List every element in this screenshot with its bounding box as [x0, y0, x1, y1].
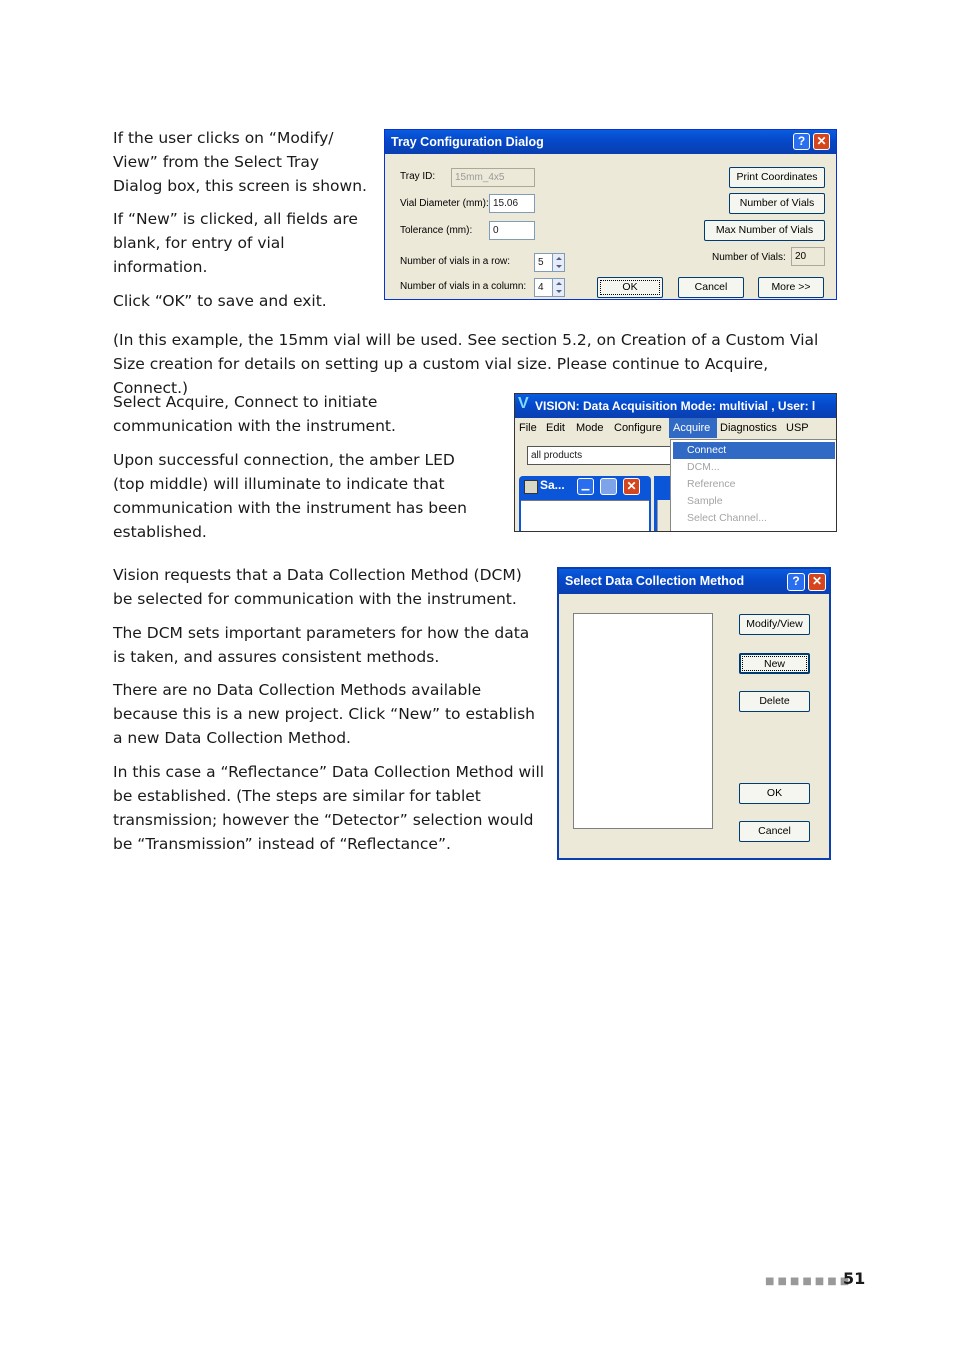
menu-item-connect[interactable]: Connect	[673, 442, 835, 459]
note-paragraph: (In this example, the 15mm vial will be used. See section 5.2, on Creation of a Custom Vial Size creation for details on setting up a custom vial size. Please continue to Acquire, Connect.)	[113, 331, 819, 397]
menu-item-dcm[interactable]: DCM...	[687, 461, 720, 473]
toolbar-area	[515, 439, 670, 532]
modify-view-button[interactable]: Modify/View	[739, 614, 810, 635]
paragraph: Vision requests that a Data Collection Method (DCM) be selected for communication with the instrument.	[113, 566, 522, 608]
menu-configure[interactable]: Configure	[614, 422, 662, 434]
vial-diameter-field[interactable]: 15.06	[489, 194, 535, 213]
maximize-icon[interactable]	[600, 478, 617, 495]
help-icon[interactable]: ?	[793, 133, 810, 150]
max-number-of-vials-button[interactable]: Max Number of Vials	[704, 220, 825, 241]
menu-diagnostics[interactable]: Diagnostics	[720, 422, 777, 434]
paragraph: Click “OK” to save and exit.	[113, 292, 327, 310]
paragraph: If the user clicks on “Modify/ View” from the Select Tray Dialog box, this screen is shown.	[113, 129, 367, 195]
vials-col-spinner[interactable]	[553, 278, 565, 297]
vials-col-label: Number of vials in a column:	[400, 281, 527, 292]
number-of-vials-field: 20	[791, 247, 825, 266]
more-button[interactable]: More >>	[758, 277, 824, 298]
menu-bar	[515, 418, 836, 439]
second-subwindow	[654, 476, 670, 532]
vial-diameter-label: Vial Diameter (mm):	[400, 198, 489, 209]
help-icon[interactable]: ?	[787, 573, 805, 591]
paragraph: Upon successful connection, the amber LED (top middle) will illuminate to indicate that communication with the instrument has been established.	[113, 451, 467, 541]
page-number: 51	[843, 1269, 866, 1288]
tray-configuration-dialog	[384, 129, 837, 300]
paragraph: The DCM sets important parameters for how the data is taken, and assures consistent methods.	[113, 624, 530, 666]
menu-mode[interactable]: Mode	[576, 422, 604, 434]
paragraph: If “New” is clicked, all fields are blank, for entry of vial information.	[113, 210, 358, 276]
minimize-icon[interactable]: ▁	[577, 478, 594, 495]
subwindow-body	[521, 500, 649, 532]
menu-edit[interactable]: Edit	[546, 422, 565, 434]
dialog-title: Select Data Collection Method	[559, 569, 829, 594]
number-of-vials-button[interactable]: Number of Vials	[729, 193, 825, 214]
window-icon	[524, 480, 538, 494]
cancel-button[interactable]: Cancel	[678, 277, 744, 298]
footer-dots: ■■■■■■■	[765, 1276, 853, 1287]
menu-file[interactable]: File	[519, 422, 537, 434]
vials-row-spinner[interactable]	[553, 253, 565, 272]
delete-button[interactable]: Delete	[739, 691, 810, 712]
tray-id-label: Tray ID:	[400, 171, 436, 182]
ok-button[interactable]: OK	[739, 783, 810, 804]
print-coordinates-button[interactable]: Print Coordinates	[729, 167, 825, 188]
menu-item-sample[interactable]: Sample	[687, 495, 723, 507]
vision-logo-icon: V	[518, 395, 529, 412]
close-icon[interactable]: ✕	[813, 133, 830, 150]
number-of-vials-label: Number of Vials:	[712, 252, 786, 263]
new-button[interactable]: New	[739, 653, 810, 674]
acquire-dropdown	[670, 439, 837, 532]
product-combo[interactable]: all products	[527, 446, 677, 465]
vials-row-field[interactable]: 5	[534, 253, 553, 272]
dialog-title: Tray Configuration Dialog	[385, 130, 836, 154]
sample-subwindow	[519, 476, 651, 532]
vision-titlebar	[515, 394, 836, 418]
vials-row-label: Number of vials in a row:	[400, 256, 511, 267]
tolerance-field[interactable]: 0	[489, 221, 535, 240]
tolerance-label: Tolerance (mm):	[400, 225, 473, 236]
tray-id-field[interactable]: 15mm_4x5	[451, 168, 535, 187]
ok-button[interactable]: OK	[597, 277, 663, 298]
vials-col-field[interactable]: 4	[534, 278, 553, 297]
dcm-list[interactable]	[573, 613, 713, 829]
paragraph: Select Acquire, Connect to initiate communication with the instrument.	[113, 393, 396, 435]
menu-usp-tests[interactable]: USP	[786, 422, 809, 434]
vision-window	[514, 393, 837, 532]
menu-item-reference[interactable]: Reference	[687, 478, 736, 490]
close-icon[interactable]: ✕	[808, 573, 826, 591]
cancel-button[interactable]: Cancel	[739, 821, 810, 842]
menu-acquire[interactable]: Acquire	[669, 418, 717, 438]
close-icon[interactable]: ✕	[623, 478, 640, 495]
menu-item-select-channel[interactable]: Select Channel...	[687, 512, 767, 524]
paragraph: There are no Data Collection Methods available because this is a new project. Click “New” to establish a new Data Collection Method.	[113, 681, 535, 747]
paragraph: In this case a “Reflectance” Data Collection Method will be established. (The steps are similar for tablet transmission; however the “Detector” selection would be “Transmission” instead of “Reflectance”.	[113, 763, 545, 853]
subwindow-title: Sa...	[540, 478, 565, 492]
vision-title: VISION: Data Acquisition Mode: multivial , User: l	[535, 399, 816, 413]
select-dcm-dialog	[557, 567, 831, 860]
